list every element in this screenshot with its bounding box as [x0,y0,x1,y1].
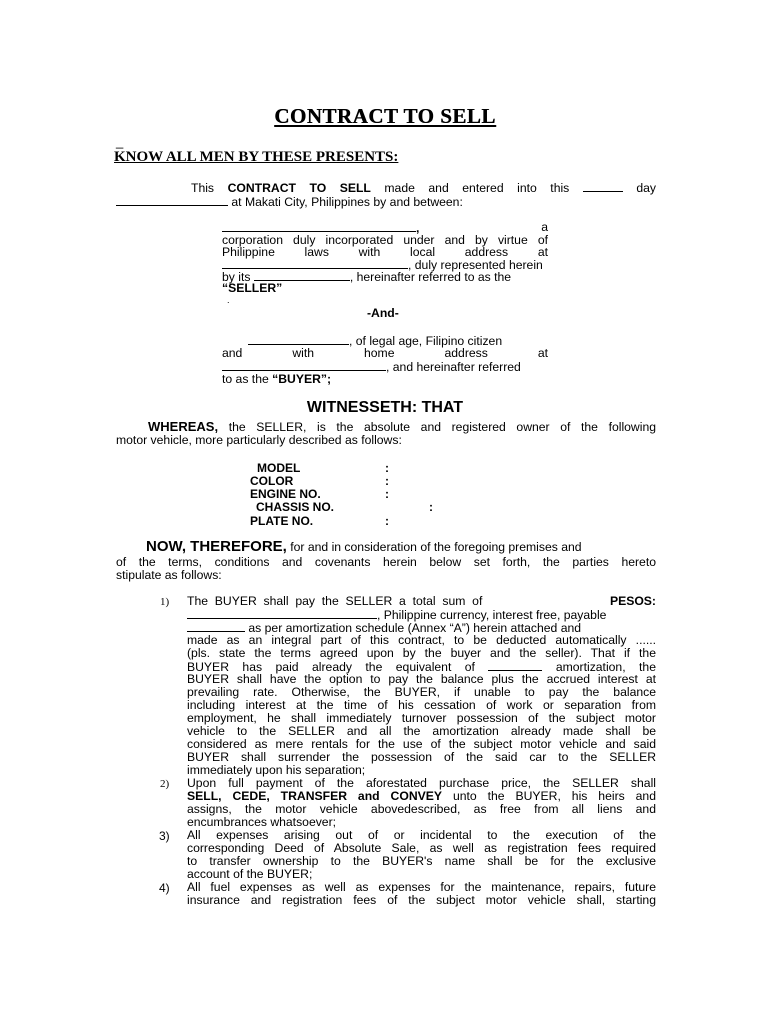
item-1-line-12: considered as mere rentals for the use of the subject motor vehicle and said [187,737,656,751]
item-1-line-2 [187,608,656,622]
whereas-text: the SELLER, is the absolute and registered owner of the following [228,420,656,434]
item-1-line-7: BUYER shall have the option to pay the balance plus the accrued interest at [187,672,656,686]
item-3-line-3: to transfer ownership to the BUYER's name shall be for the exclusive [187,854,656,868]
day-blank [583,181,623,192]
seller-by-its: by its [222,270,251,284]
amount-blank [187,608,377,619]
item-1-currency: , Philippine currency, interest free, payable [377,608,607,622]
item-1-line-8: prevailing rate. Otherwise, the BUYER, if unable to pay the balance [187,685,656,699]
word: Philippine [222,245,275,259]
buyer-legal-age: , of legal age, Filipino citizen [349,334,503,348]
seller-dot: . [227,295,230,305]
seller-represented: , duly represented herein [408,258,543,272]
word: local [410,245,436,259]
whereas-label: WHEREAS, [148,419,219,434]
word: laws [304,245,329,259]
witnesseth-heading: WITNESSETH: THAT [306,399,464,416]
whereas-line-2: motor vehicle, more particularly described as follows: [116,433,402,447]
know-all-men-heading: KNOW ALL MEN BY THESE PRESENTS: [114,149,399,165]
buyer-line-4 [222,373,331,386]
intro-line-2 [116,195,656,209]
document-title: CONTRACT TO SELL [274,104,496,128]
item-1-schedule: as per amortization schedule (Annex “A”) herein attached and [248,621,582,635]
item-4-line-1: All fuel expenses as well as expenses for the maintenance, repairs, future [187,880,656,894]
engine-no-label: ENGINE NO. [250,487,321,501]
seller-name-blank [222,221,416,232]
word: and [222,346,243,360]
item-1-line-9: including interest at the time of his cessation of work or separation from [187,698,656,712]
buyer-address-blank [222,360,386,371]
intro-day: day [636,181,656,195]
item-3-number: 3) [159,829,170,843]
chassis-no-label: CHASSIS NO. [256,500,335,514]
intro-this: This [191,181,215,195]
intro-made-entered: made and entered into this [384,181,570,195]
item-3-line-2: corresponding Deed of Absolute Sale, as well as registration fees required [187,841,656,855]
buyer-to-as-the: to as the [222,372,273,386]
item-2-line-4: encumbrances whatsoever; [187,815,337,829]
item-1-amortization: amortization, the [555,660,656,674]
word: at [537,245,548,259]
word: address [464,245,509,259]
item-1-line-11: vehicle to the SELLER and all the amortization already made shall be [187,724,656,738]
item-1-line-1 [187,595,656,608]
intro-contract-to-sell: CONTRACT TO SELL [227,181,371,195]
and-separator: -And- [367,306,399,320]
item-1-line-13: BUYER shall surrender the possession of the said car to the SELLER [187,750,656,764]
now-therefore-label: NOW, THEREFORE, [146,538,287,555]
item-2-unto: unto the BUYER, his heirs and [452,789,656,803]
buyer-line-2 [222,347,548,360]
word: with [292,346,315,360]
word: at [537,346,548,360]
word: address [444,346,488,360]
now-therefore-line-2: of the terms, conditions and covenants herein below set forth, the parties hereto [116,555,656,569]
item-1-line-4: made as an integral part of this contract, to be deducted automatically ...... [187,633,656,647]
plate-no-label: PLATE NO. [250,514,314,528]
engine-no-colon: : [385,487,389,501]
item-1-pay-text: The BUYER shall pay the SELLER a total sum of [187,594,483,608]
item-3-line-1: All expenses arising out of or incidental to the execution of the [187,828,656,842]
model-label: MODEL [257,461,301,475]
title-dash: _ [116,134,124,149]
intro-location: at Makati City, Philippines by and between: [231,195,463,209]
chassis-no-colon: : [429,500,433,514]
schedule-blank [187,621,245,632]
item-1-line-14: immediately upon his separation; [187,763,366,777]
item-1-line-10: employment, he shall immediately turnover possession of the subject motor [187,711,656,725]
seller-referred: , hereinafter referred to as the [349,270,512,284]
now-therefore-line-1 [146,540,656,554]
plate-no-colon: : [385,514,389,528]
seller-line-2: corporation duly incorporated under and by virtue of [222,233,548,247]
color-colon: : [385,474,389,488]
item-4-line-2: insurance and registration fees of the subject motor vehicle shall, starting [187,893,656,907]
model-colon: : [385,461,389,475]
item-2-line-3: assigns, the motor vehicle abovedescribed, as free from all liens and [187,802,656,816]
color-label: COLOR [250,474,294,488]
item-1-line-5: (pls. state the terms agreed upon by the buyer and the seller). That if the [187,646,656,660]
item-3-line-4: account of the BUYER; [187,867,313,881]
seller-rep-blank [254,270,350,281]
now-therefore-line-3: stipulate as follows: [116,568,222,582]
item-1-number: 1) [160,596,170,608]
equivalent-blank [488,660,542,671]
item-1-paid-text: BUYER has paid already the equivalent of [187,660,475,674]
buyer-name-blank [248,334,349,345]
buyer-label: “BUYER”; [272,372,332,386]
seller-label: “SELLER” [222,281,283,295]
word: with [358,245,381,259]
item-2-line-1: Upon full payment of the aforestated purchase price, the SELLER shall [187,776,656,790]
item-4-number: 4) [159,881,170,895]
word: home [364,346,395,360]
item-2-convey: SELL, CEDE, TRANSFER and CONVEY [187,789,443,803]
seller-a: a [541,220,548,234]
seller-address-blank [222,258,408,269]
item-2-number: 2) [160,778,170,790]
intro-line-1 [191,181,656,195]
now-therefore-text: for and in consideration of the foregoing premises and [290,540,582,554]
date-blank [116,195,228,206]
pesos-label: PESOS: [609,594,656,608]
whereas-line-1 [148,420,656,434]
buyer-referred: , and hereinafter referred [386,360,521,374]
seller-comma: , [416,221,420,235]
